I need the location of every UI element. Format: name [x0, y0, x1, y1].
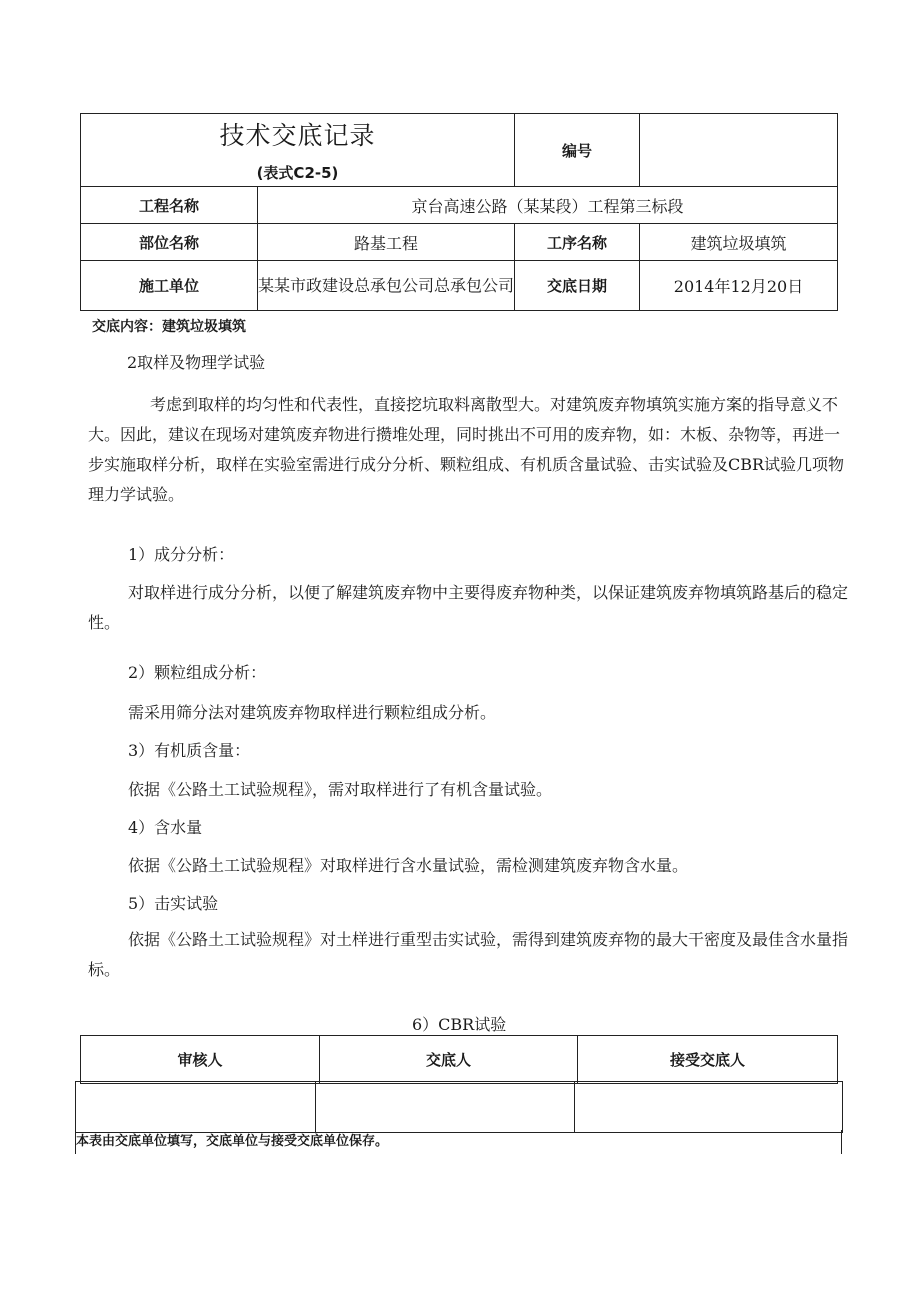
header-table — [80, 113, 838, 311]
number-label: 编号 — [515, 114, 640, 187]
receiver-label: 接受交底人 — [578, 1036, 838, 1084]
discloser-label: 交底人 — [320, 1036, 578, 1084]
item5-title: 5）击实试验 — [128, 894, 219, 913]
process-name-label: 工序名称 — [515, 224, 640, 261]
construction-unit-value: 某某市政建设总承包公司总承包公司 — [258, 261, 515, 311]
item2-title: 2）颗粒组成分析： — [128, 663, 267, 682]
title-cell — [81, 114, 515, 187]
item4-title: 4）含水量 — [128, 818, 203, 837]
page-title: 技术交底记录 — [219, 121, 376, 150]
item5-text: 依据《公路土工试验规程》对土样进行重型击实试验，需得到建筑废弃物的最大干密度及最佳含水量指标。 — [88, 930, 849, 979]
disclosure-date-label: 交底日期 — [515, 261, 640, 311]
intro-paragraph: 考虑到取样的均匀性和代表性，直接挖坑取料离散型大。对建筑废弃物填筑实施方案的指导意义不大。因此，建议在现场对建筑废弃物进行攒堆处理，同时挑出不可用的废弃物，如：木板、杂物等，再进一步实施取样分析，取样在实验室需进行成分分析、颗粒组成、有机质含量试验、击实试验及CBR试验几项物理力学试验。 — [88, 395, 845, 504]
footnote: 本表由交底单位填写，交底单位与接受交底单位保存。 — [75, 1130, 842, 1154]
item1-text: 对取样进行成分分析，以便了解建筑废弃物中主要得废弃物种类，以保证建筑废弃物填筑路基后的稳定性。 — [88, 583, 849, 632]
form-code: (表式C2-5) — [256, 164, 339, 182]
signature-header-table — [80, 1035, 838, 1084]
item1-title: 1）成分分析： — [128, 545, 235, 564]
number-value — [640, 114, 838, 187]
item2-text: 需采用筛分法对建筑废弃物取样进行颗粒组成分析。 — [128, 703, 497, 722]
disclosure-date-value: 2014年12月20日 — [640, 261, 838, 311]
project-name-value: 京台高速公路（某某段）工程第三标段 — [258, 187, 838, 224]
reviewer-signature-field[interactable] — [76, 1082, 316, 1133]
item4-text: 依据《公路土工试验规程》对取样进行含水量试验，需检测建筑废弃物含水量。 — [128, 856, 689, 875]
part-name-value: 路基工程 — [258, 224, 515, 261]
section-title: 2取样及物理学试验 — [127, 353, 266, 372]
part-name-label: 部位名称 — [81, 224, 258, 261]
item3-title: 3）有机质含量： — [128, 741, 251, 760]
receiver-signature-field[interactable] — [575, 1082, 843, 1133]
reviewer-label: 审核人 — [81, 1036, 320, 1084]
discloser-signature-field[interactable] — [316, 1082, 575, 1133]
construction-unit-label: 施工单位 — [81, 261, 258, 311]
disclosure-subject: 交底内容：建筑垃圾填筑 — [92, 319, 246, 335]
item6-title: 6）CBR试验 — [412, 1015, 507, 1034]
project-name-label: 工程名称 — [81, 187, 258, 224]
process-name-value: 建筑垃圾填筑 — [640, 224, 838, 261]
signature-field-table — [75, 1081, 843, 1133]
item3-text: 依据《公路土工试验规程》，需对取样进行了有机含量试验。 — [128, 780, 553, 799]
